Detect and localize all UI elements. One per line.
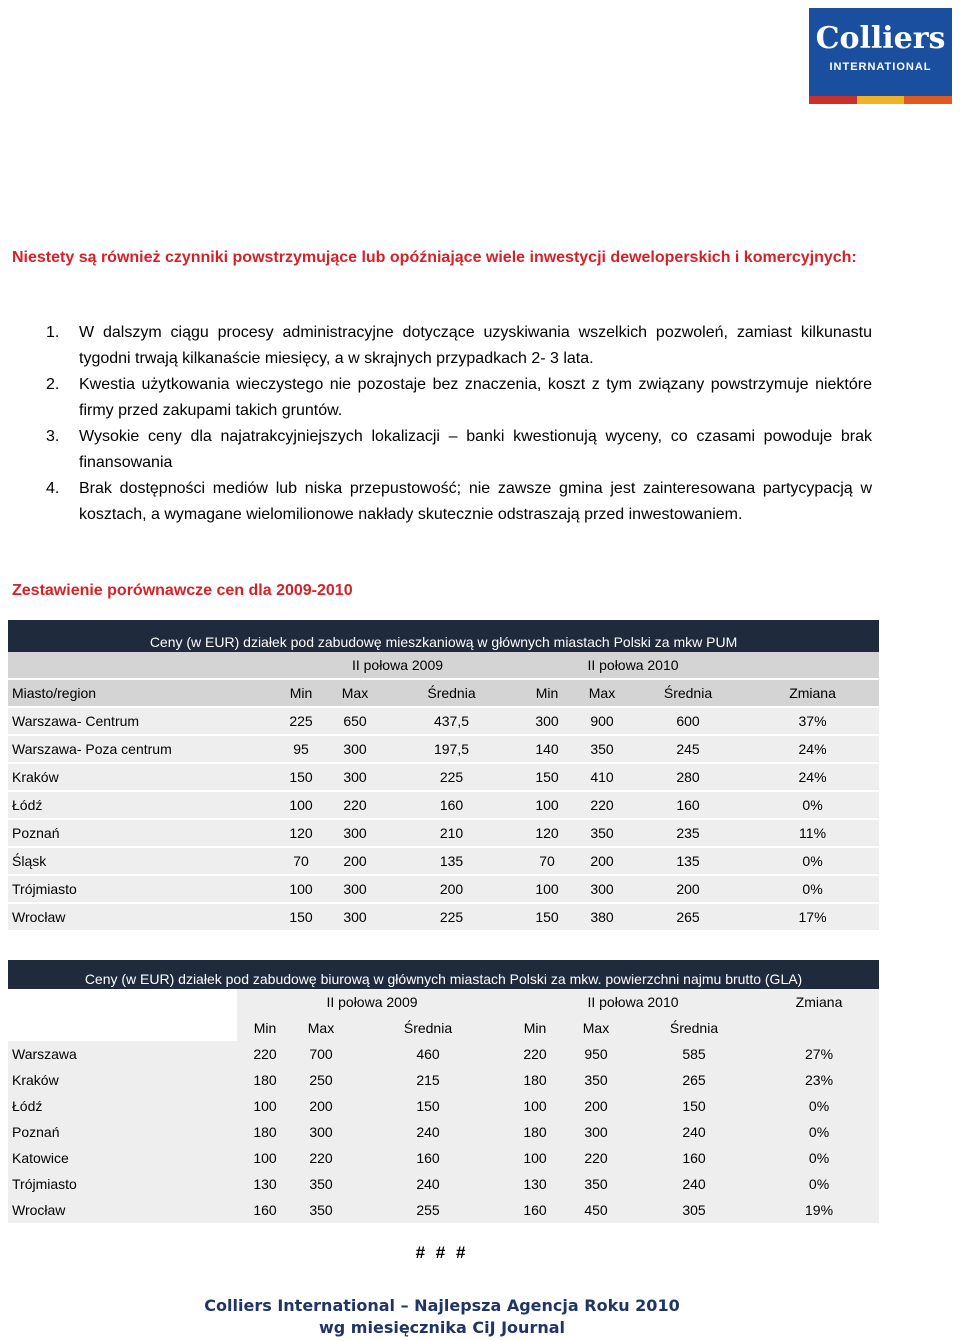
city-cell: Kraków xyxy=(8,763,275,791)
value-cell: 100 xyxy=(507,1093,563,1119)
list-text: W dalszym ciągu procesy administracyjne dotyczące uzyskiwania wszelkich pozwoleń, zamiast kilkunastu tygodni trwają kilkanaście miesięcy, a w skrajnych przypadkach 2- 3 lata. xyxy=(79,324,872,367)
column-header: Średnia xyxy=(630,679,746,707)
logo-stripe-yellow xyxy=(857,96,905,104)
value-cell: 245 xyxy=(630,735,746,763)
value-cell: 100 xyxy=(507,1145,563,1171)
value-cell: 225 xyxy=(275,707,327,735)
column-header: Miasto/region xyxy=(8,679,275,707)
column-header: Min xyxy=(520,679,574,707)
value-cell: 200 xyxy=(383,875,520,903)
value-cell: 95 xyxy=(275,735,327,763)
value-cell: 0% xyxy=(759,1171,879,1197)
colliers-logo xyxy=(809,8,952,104)
city-cell: Łódź xyxy=(8,791,275,819)
value-cell: 150 xyxy=(520,763,574,791)
value-cell: 350 xyxy=(293,1197,349,1223)
value-cell: 70 xyxy=(520,847,574,875)
list-text: Kwestia użytkowania wieczystego nie pozostaje bez znaczenia, koszt z tym związany powstrzymuje niektóre firmy przed zakupami takich gruntów. xyxy=(79,376,872,419)
table2-title: Ceny (w EUR) działek pod zabudowę biurową w głównych miastach Polski za mkw. powierzchni najmu brutto (GLA) xyxy=(8,960,879,989)
table1-period-2010: II połowa 2010 xyxy=(520,652,746,679)
value-cell: 135 xyxy=(383,847,520,875)
list-number: 3. xyxy=(46,428,60,445)
intro-heading: Niestety są również czynniki powstrzymujące lub opóźniające wiele inwestycji deweloperskich i komercyjnych: xyxy=(12,249,857,266)
value-cell: 160 xyxy=(349,1145,507,1171)
value-cell: 0% xyxy=(759,1119,879,1145)
column-header: Min xyxy=(275,679,327,707)
value-cell: 0% xyxy=(746,847,879,875)
value-cell: 200 xyxy=(630,875,746,903)
value-cell: 265 xyxy=(629,1067,759,1093)
value-cell: 300 xyxy=(293,1119,349,1145)
value-cell: 380 xyxy=(574,903,630,931)
city-cell: Warszawa- Centrum xyxy=(8,707,275,735)
city-cell: Poznań xyxy=(8,1119,237,1145)
value-cell: 210 xyxy=(383,819,520,847)
office-price-table xyxy=(8,960,879,1223)
value-cell: 0% xyxy=(759,1145,879,1171)
column-header: Max xyxy=(574,679,630,707)
value-cell: 215 xyxy=(349,1067,507,1093)
table-row xyxy=(8,707,879,735)
city-cell: Warszawa xyxy=(8,1041,237,1067)
footer-line1: Colliers International – Najlepsza Agencja Roku 2010 xyxy=(204,1296,680,1315)
value-cell: 130 xyxy=(507,1171,563,1197)
footer xyxy=(0,1295,884,1339)
value-cell: 150 xyxy=(275,763,327,791)
city-cell: Trójmiasto xyxy=(8,875,275,903)
value-cell: 220 xyxy=(507,1041,563,1067)
value-cell: 100 xyxy=(275,791,327,819)
column-header: Max xyxy=(293,1015,349,1041)
column-header: Średnia xyxy=(629,1015,759,1041)
value-cell: 135 xyxy=(630,847,746,875)
value-cell: 180 xyxy=(237,1067,293,1093)
table-row xyxy=(8,735,879,763)
value-cell: 160 xyxy=(237,1197,293,1223)
value-cell: 350 xyxy=(293,1171,349,1197)
value-cell: 350 xyxy=(563,1067,629,1093)
city-cell: Wrocław xyxy=(8,1197,237,1223)
residential-price-table xyxy=(8,620,879,932)
value-cell: 225 xyxy=(383,763,520,791)
table-row xyxy=(8,847,879,875)
value-cell: 900 xyxy=(574,707,630,735)
table2-spacer xyxy=(8,989,237,1015)
table-row xyxy=(8,903,879,931)
table-row xyxy=(8,1145,879,1171)
value-cell: 225 xyxy=(383,903,520,931)
logo-wordmark: Colliers xyxy=(815,21,946,56)
table1-period-2009: II połowa 2009 xyxy=(275,652,520,679)
value-cell: 240 xyxy=(629,1171,759,1197)
city-cell: Wrocław xyxy=(8,903,275,931)
value-cell: 0% xyxy=(759,1093,879,1119)
value-cell: 150 xyxy=(629,1093,759,1119)
value-cell: 350 xyxy=(574,735,630,763)
city-cell: Trójmiasto xyxy=(8,1171,237,1197)
value-cell: 305 xyxy=(629,1197,759,1223)
value-cell: 265 xyxy=(630,903,746,931)
value-cell: 150 xyxy=(349,1093,507,1119)
value-cell: 585 xyxy=(629,1041,759,1067)
value-cell: 180 xyxy=(507,1067,563,1093)
value-cell: 160 xyxy=(630,791,746,819)
list-item xyxy=(12,476,872,528)
end-marker: # # # xyxy=(415,1243,469,1262)
value-cell: 17% xyxy=(746,903,879,931)
column-header: Max xyxy=(563,1015,629,1041)
value-cell: 220 xyxy=(574,791,630,819)
value-cell: 235 xyxy=(630,819,746,847)
list-item xyxy=(12,372,872,424)
value-cell: 250 xyxy=(293,1067,349,1093)
value-cell: 255 xyxy=(349,1197,507,1223)
table2-spacer xyxy=(8,1015,237,1041)
value-cell: 180 xyxy=(507,1119,563,1145)
value-cell: 300 xyxy=(327,819,383,847)
value-cell: 300 xyxy=(327,763,383,791)
table-row xyxy=(8,819,879,847)
table1-title: Ceny (w EUR) działek pod zabudowę mieszkaniową w głównych miastach Polski za mkw PUM xyxy=(8,620,879,652)
value-cell: 150 xyxy=(275,903,327,931)
value-cell: 27% xyxy=(759,1041,879,1067)
column-header: Min xyxy=(237,1015,293,1041)
value-cell: 70 xyxy=(275,847,327,875)
value-cell: 100 xyxy=(275,875,327,903)
list-number: 2. xyxy=(46,376,60,393)
value-cell: 240 xyxy=(349,1171,507,1197)
value-cell: 200 xyxy=(293,1093,349,1119)
value-cell: 410 xyxy=(574,763,630,791)
city-cell: Kraków xyxy=(8,1067,237,1093)
table-row xyxy=(8,875,879,903)
table2-change-header: Zmiana xyxy=(759,989,879,1015)
value-cell: 300 xyxy=(520,707,574,735)
value-cell: 160 xyxy=(629,1145,759,1171)
table2-period-2009: II połowa 2009 xyxy=(237,989,507,1015)
value-cell: 120 xyxy=(520,819,574,847)
value-cell: 180 xyxy=(237,1119,293,1145)
list-item xyxy=(12,424,872,476)
value-cell: 100 xyxy=(520,875,574,903)
logo-subtitle: INTERNATIONAL xyxy=(829,61,932,73)
footer-line2: wg miesięcznika CiJ Journal xyxy=(319,1318,565,1337)
city-cell: Katowice xyxy=(8,1145,237,1171)
value-cell: 37% xyxy=(746,707,879,735)
value-cell: 220 xyxy=(293,1145,349,1171)
value-cell: 600 xyxy=(630,707,746,735)
value-cell: 160 xyxy=(507,1197,563,1223)
value-cell: 19% xyxy=(759,1197,879,1223)
value-cell: 950 xyxy=(563,1041,629,1067)
value-cell: 240 xyxy=(629,1119,759,1145)
city-cell: Poznań xyxy=(8,819,275,847)
table-row xyxy=(8,1119,879,1145)
value-cell: 240 xyxy=(349,1119,507,1145)
table1-spacer xyxy=(8,652,275,679)
column-header: Średnia xyxy=(383,679,520,707)
value-cell: 700 xyxy=(293,1041,349,1067)
column-header: Min xyxy=(507,1015,563,1041)
value-cell: 150 xyxy=(520,903,574,931)
table-row xyxy=(8,1197,879,1223)
value-cell: 23% xyxy=(759,1067,879,1093)
value-cell: 100 xyxy=(237,1145,293,1171)
table-row xyxy=(8,763,879,791)
value-cell: 160 xyxy=(383,791,520,819)
value-cell: 0% xyxy=(746,875,879,903)
value-cell: 0% xyxy=(746,791,879,819)
value-cell: 460 xyxy=(349,1041,507,1067)
value-cell: 300 xyxy=(327,875,383,903)
column-header: Średnia xyxy=(349,1015,507,1041)
city-cell: Łódź xyxy=(8,1093,237,1119)
value-cell: 130 xyxy=(237,1171,293,1197)
value-cell: 300 xyxy=(327,735,383,763)
list-text: Wysokie ceny dla najatrakcyjniejszych lokalizacji – banki kwestionują wyceny, co czasami powoduje brak finansowania xyxy=(79,428,872,471)
table-row xyxy=(8,1067,879,1093)
table2-spacer xyxy=(759,1015,879,1041)
list-item xyxy=(12,320,872,372)
value-cell: 280 xyxy=(630,763,746,791)
value-cell: 140 xyxy=(520,735,574,763)
value-cell: 437,5 xyxy=(383,707,520,735)
value-cell: 200 xyxy=(574,847,630,875)
list-number: 1. xyxy=(46,324,60,341)
value-cell: 350 xyxy=(563,1171,629,1197)
value-cell: 197,5 xyxy=(383,735,520,763)
value-cell: 300 xyxy=(327,903,383,931)
value-cell: 100 xyxy=(237,1093,293,1119)
city-cell: Śląsk xyxy=(8,847,275,875)
column-header: Zmiana xyxy=(746,679,879,707)
table-row xyxy=(8,1171,879,1197)
value-cell: 100 xyxy=(520,791,574,819)
logo-stripe-orange xyxy=(904,96,952,104)
value-cell: 200 xyxy=(327,847,383,875)
value-cell: 220 xyxy=(563,1145,629,1171)
logo-stripe xyxy=(809,96,952,104)
value-cell: 300 xyxy=(563,1119,629,1145)
obstacles-list xyxy=(12,320,872,528)
table-row xyxy=(8,1093,879,1119)
table1-spacer xyxy=(746,652,879,679)
value-cell: 450 xyxy=(563,1197,629,1223)
value-cell: 300 xyxy=(574,875,630,903)
value-cell: 200 xyxy=(563,1093,629,1119)
city-cell: Warszawa- Poza centrum xyxy=(8,735,275,763)
value-cell: 650 xyxy=(327,707,383,735)
column-header: Max xyxy=(327,679,383,707)
logo-stripe-red xyxy=(809,96,857,104)
value-cell: 220 xyxy=(327,791,383,819)
value-cell: 11% xyxy=(746,819,879,847)
table-row xyxy=(8,791,879,819)
value-cell: 220 xyxy=(237,1041,293,1067)
value-cell: 350 xyxy=(574,819,630,847)
list-number: 4. xyxy=(46,480,60,497)
section-title: Zestawienie porównawcze cen dla 2009-2010 xyxy=(12,582,353,599)
value-cell: 24% xyxy=(746,763,879,791)
table2-period-2010: II połowa 2010 xyxy=(507,989,759,1015)
value-cell: 24% xyxy=(746,735,879,763)
list-text: Brak dostępności mediów lub niska przepustowość; nie zawsze gmina jest zainteresowana partycypacją w kosztach, a wymagane wielomilionowe nakłady skutecznie odstraszają przed inwestowaniem. xyxy=(79,480,872,523)
table-row xyxy=(8,1041,879,1067)
value-cell: 120 xyxy=(275,819,327,847)
